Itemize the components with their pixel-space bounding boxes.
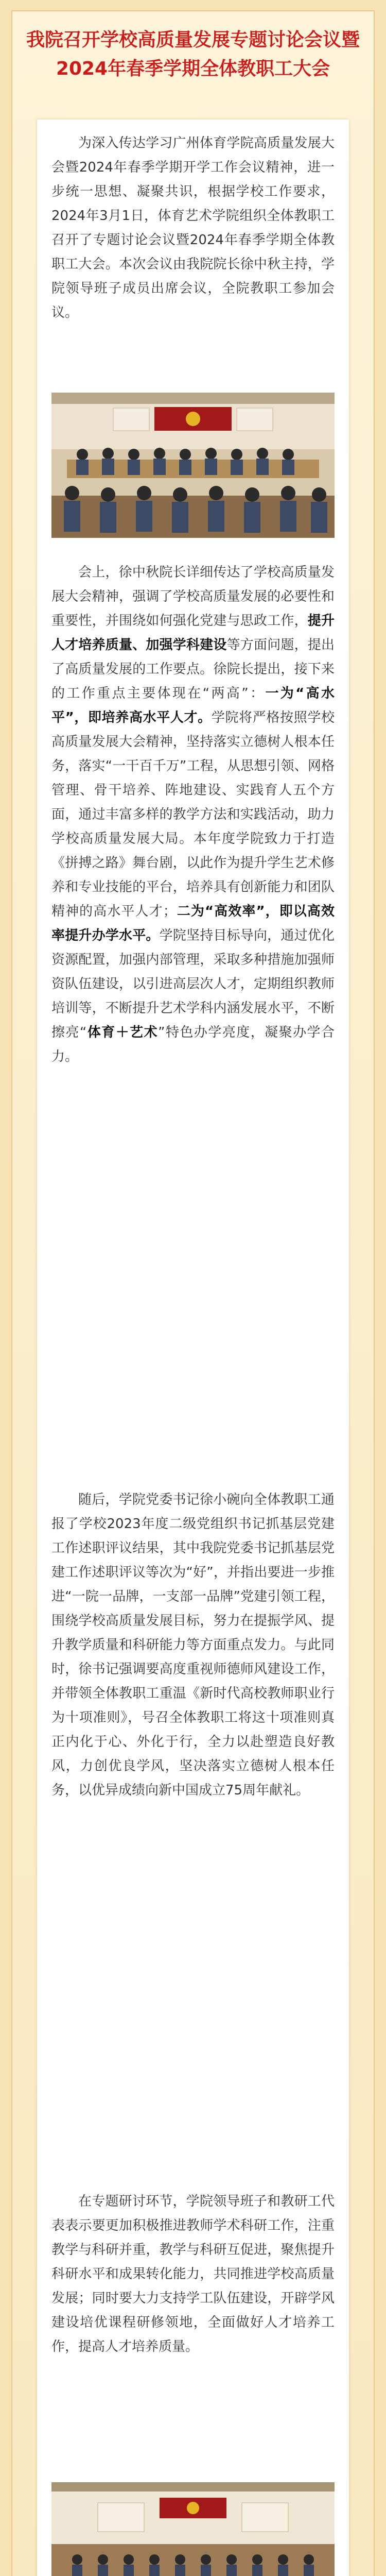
meeting-photo-1-image [51, 393, 335, 538]
meeting-photo-2 [51, 2482, 335, 2576]
paragraph-principal-speech: 会上，徐中秋院长详细传达了学校高质量发展大会精神，强调了学校高质量发展的必要性和重要性，并围绕如何强化党建与思政工作，提升人才培养质量、加强学科建设等方面问题，提出了高质量发展的工作要点。徐院长提出，接下来的工作重点主要体现在“两高”：一为“高水平”，即培养高水平人才。学院将严格按照学校高质量发展大会精神，坚持落实立德树人根本任务，落实“一干百千万”工程，从思想引领、网格管理、骨干培养、阵地建设、实践育人五个方面，通过丰富多样的教学方法和实践活动，助力学校高质量发展大局。本年度学院致力于打造《拼搏之路》舞台剧，以此作为提升学生艺术修养和专业技能的平台，培养具有创新能力和团队精神的高水平人才；二为“高效率”，即以高效率提升办学水平。学院坚持目标导向，通过优化资源配置，加强内部管理，采取多种措施加强师资队伍建设，以引进高层次人才，定期组织教师培训等，不断提升艺术学科内涵发展水平，不断擦亮“体育＋艺术”特色办学亮度，凝聚办学合力。 [51, 565, 335, 1064]
meeting-photo-2-image [51, 2482, 335, 2576]
meeting-photo-1 [51, 393, 335, 538]
paragraph-discussion: 在专题研讨环节，学院领导班子和教研工代表表示要更加积极推进教师学术科研工作，注重教学与科研并重，教学与科研互促进，聚焦提升科研水平和成果转化能力，共同推进学校高质量发展；同时要大力支持学工队伍建设，开辟学风建设培优课程研修领地，全面做好人才培养工作，提高人才培养质量。 [51, 2194, 335, 2354]
paragraph-intro: 为深入传达学习广州体育学院高质量发展大会暨2024年春季学期开学工作会议精神，进一步统一思想、凝聚共识，根据学校工作要求，2024年3月1日，体育艺术学院组织全体教职工召开了专题讨论会议暨2024年春季学期全体教职工大会。本次会议由我院院长徐中秋主持，学院领导班子成员出席会议，全院教职工参加会议。 [51, 135, 335, 320]
paragraph-party-secretary: 随后，学院党委书记徐小碗向全体教职工通报了学校2023年度二级党组织书记抓基层党建工作述职评议结果，其中我院党委书记抓基层党建工作述职评议等次为“好”，并指出要进一步推进“一院一品牌，一支部一品牌”党建引领工程，围绕学校高质量发展目标，努力在提振学风、提升教学质量和科研能力等方面重点发力。与此同时，徐书记强调要高度重视师德师风建设工作，并带领全体教职工重温《新时代高校教师职业行为十项准则》，号召全体教职工将这十项准则真正内化于心、外化于行，全力以赴塑造良好教风，力创优良学风，坚决落实立德树人根本任务，以优异成绩向新中国成立75周年献礼。 [51, 1492, 335, 1798]
page-title: 我院召开学校高质量发展专题讨论会议暨2024年春季学期全体教职工大会 [26, 29, 360, 79]
